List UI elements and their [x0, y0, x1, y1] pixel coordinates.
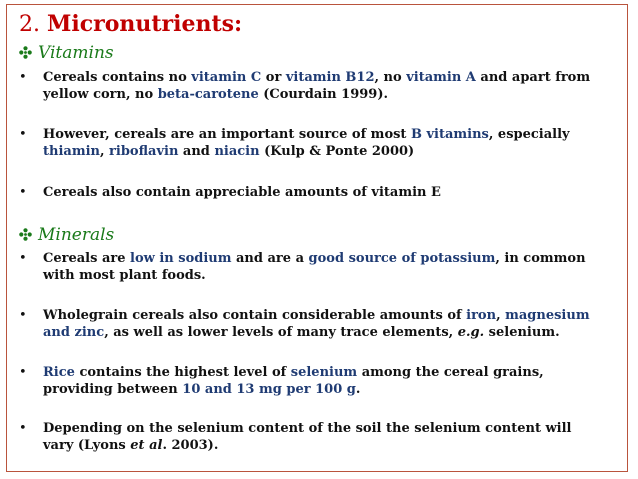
highlight-term: selenium: [290, 365, 358, 380]
bullet-text: [43, 307, 613, 341]
bullet-dot: •: [19, 251, 27, 266]
text-segment: vary (Lyons: [43, 438, 131, 453]
text-segment: , no: [374, 70, 407, 85]
text-segment: Wholegrain cereals also contain considerable amounts of: [43, 308, 467, 323]
vitamins-heading: [19, 43, 114, 63]
text-segment: . 2003).: [162, 438, 219, 453]
bullet-text: [43, 69, 613, 103]
highlight-term: B vitamins: [410, 127, 489, 142]
text-segment: , in common: [495, 251, 586, 266]
text-segment: ,: [496, 308, 506, 323]
text-segment: Depending on the selenium content of the soil the selenium content will: [43, 421, 572, 436]
highlight-term: low in sodium: [130, 251, 232, 266]
text-segment: , especially: [488, 127, 570, 142]
highlight-term: niacin: [214, 144, 260, 159]
highlight-term: vitamin C: [191, 70, 262, 85]
minerals-heading-text: Minerals: [38, 225, 115, 245]
bullet-line: [43, 126, 613, 143]
highlight-term: vitamin B12: [285, 70, 375, 85]
text-segment: selenium.: [484, 325, 560, 340]
bullet-line: [43, 307, 613, 324]
italic-term: et al: [130, 438, 163, 453]
text-segment: , as well as lower levels of many trace elements,: [104, 325, 458, 340]
bullet-line: [43, 267, 613, 284]
highlight-term: thiamin: [43, 144, 100, 159]
title-text: Micronutrients:: [47, 11, 243, 37]
bullet-text: [43, 250, 613, 284]
highlight-term: and zinc: [43, 325, 105, 340]
italic-term: e.g.: [457, 325, 485, 340]
slide-title: [19, 11, 242, 38]
text-segment: contains the highest level of: [74, 365, 291, 380]
text-segment: among the cereal grains,: [357, 365, 544, 380]
highlight-term: Rice: [43, 365, 75, 380]
bullet-dot: •: [19, 185, 27, 200]
bullet-line: [43, 324, 613, 341]
bullet-dot: •: [19, 365, 27, 380]
diamond-bullet-icon: [19, 228, 32, 241]
bullet-text: [43, 364, 613, 398]
bullet-line: [43, 437, 613, 454]
text-segment: (Courdain 1999).: [258, 87, 389, 102]
highlight-term: riboflavin: [109, 144, 179, 159]
bullet-dot: •: [19, 308, 27, 323]
text-segment: providing between: [43, 382, 183, 397]
text-segment: and: [178, 144, 215, 159]
highlight-term: 10 and 13 mg per 100 g: [182, 382, 356, 397]
vitamins-heading-text: Vitamins: [38, 43, 114, 63]
text-segment: with most plant foods.: [43, 268, 206, 283]
bullet-text: [43, 420, 613, 454]
bullet-dot: •: [19, 70, 27, 85]
text-segment: and are a: [231, 251, 309, 266]
bullet-line: [43, 381, 613, 398]
highlight-term: good source of potassium: [308, 251, 496, 266]
text-segment: (Kulp & Ponte 2000): [259, 144, 415, 159]
highlight-term: beta-carotene: [157, 87, 259, 102]
text-segment: yellow corn, no: [43, 87, 158, 102]
bullet-dot: •: [19, 127, 27, 142]
text-segment: Cereals contains no: [43, 70, 192, 85]
bullet-line: [43, 86, 613, 103]
bullet-text: [43, 126, 613, 160]
slide: [6, 4, 628, 472]
bullet-line: [43, 143, 613, 160]
highlight-term: magnesium: [505, 308, 590, 323]
text-segment: or: [261, 70, 286, 85]
diamond-bullet-icon: [19, 46, 32, 59]
bullet-dot: •: [19, 421, 27, 436]
highlight-term: iron: [466, 308, 497, 323]
text-segment: Cereals are: [43, 251, 131, 266]
bullet-line: [43, 364, 613, 381]
bullet-line: [43, 420, 613, 437]
bullet-text: [43, 184, 613, 201]
bullet-line: [43, 184, 613, 201]
bullet-line: [43, 69, 613, 86]
bullet-line: [43, 250, 613, 267]
title-number: 2.: [19, 12, 40, 37]
text-segment: ,: [99, 144, 110, 159]
text-segment: Cereals also contain appreciable amounts of vitamin E: [43, 185, 441, 200]
text-segment: .: [355, 382, 361, 397]
text-segment: and apart from: [475, 70, 591, 85]
text-segment: However, cereals are an important source of most: [43, 127, 411, 142]
highlight-term: vitamin A: [406, 70, 476, 85]
minerals-heading: [19, 225, 114, 245]
